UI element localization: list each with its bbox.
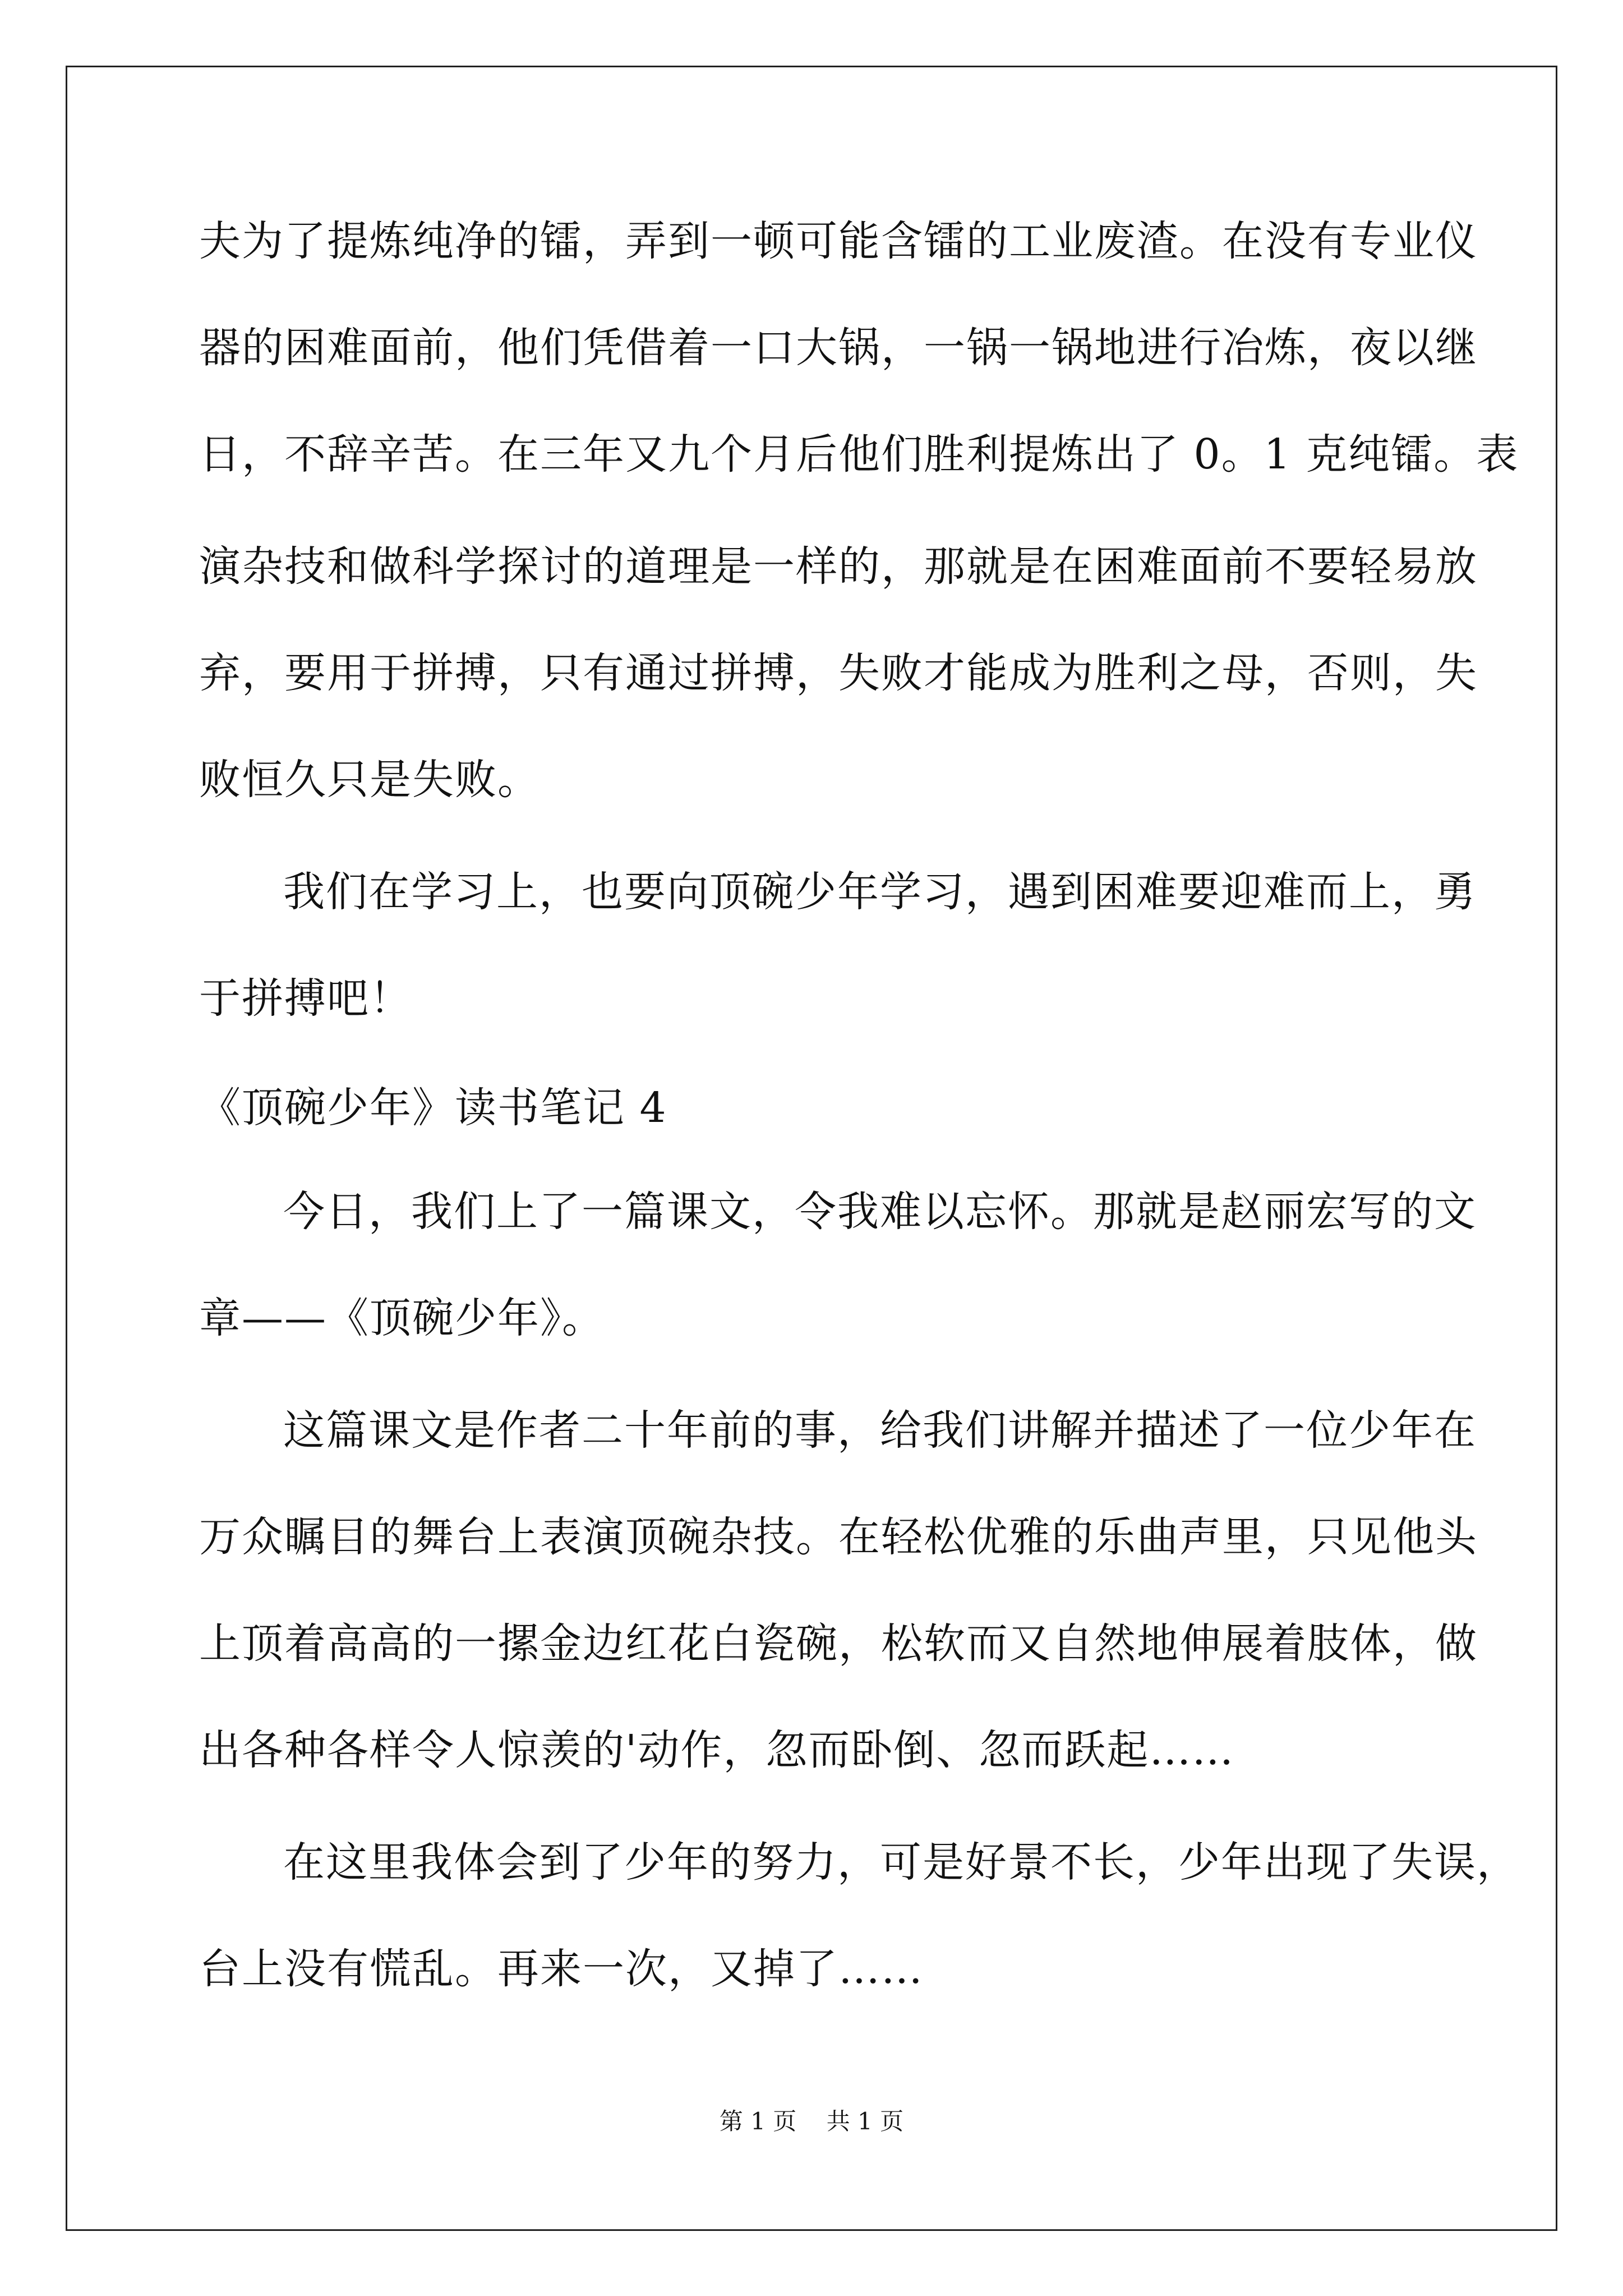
page-footer: 第 1 页 共 1 页: [719, 2108, 904, 2135]
text-line: 弃，要用于拼搏，只有通过拼搏，失败才能成为胜利之母，否则，失: [199, 649, 1478, 697]
paragraph-first-line: 今日，我们上了一篇课文，令我难以忘怀。那就是赵丽宏写的文: [283, 1188, 1477, 1236]
text-line: 出各种各样令人惊羡的'动作，忽而卧倒、忽而跃起……: [199, 1726, 1235, 1774]
text-line: 于拼搏吧！: [199, 974, 412, 1023]
section-heading: 《顶碗少年》读书笔记 4: [199, 1084, 667, 1132]
paragraph-first-line: 我们在学习上，也要向顶碗少年学习，遇到困难要迎难而上，勇: [283, 868, 1477, 916]
paragraph-first-line: 在这里我体会到了少年的努力，可是好景不长，少年出现了失误，: [283, 1838, 1519, 1887]
page-border: [66, 66, 1557, 2231]
text-line: 败恒久只是失败。: [199, 756, 540, 804]
text-line: 万众瞩目的舞台上表演顶碗杂技。在轻松优雅的乐曲声里，只见他头: [199, 1513, 1478, 1561]
text-line: 器的困难面前，他们凭借着一口大锅，一锅一锅地进行冶炼，夜以继: [199, 324, 1478, 372]
text-line: 上顶着高高的一摞金边红花白瓷碗，松软而又自然地伸展着肢体，做: [199, 1619, 1478, 1668]
paragraph-first-line: 这篇课文是作者二十年前的事，给我们讲解并描述了一位少年在: [283, 1406, 1477, 1455]
text-line: 日，不辞辛苦。在三年又九个月后他们胜利提炼出了 0。1 克纯镭。表: [199, 430, 1519, 478]
text-line: 演杂技和做科学探讨的道理是一样的，那就是在困难面前不要轻易放: [199, 542, 1478, 591]
text-line: 夫为了提炼纯净的镭，弄到一顿可能含镭的工业废渣。在没有专业仪: [199, 217, 1478, 265]
text-line: 章——《顶碗少年》。: [199, 1294, 605, 1342]
text-line: 台上没有慌乱。再来一次，又掉了……: [199, 1945, 924, 1993]
